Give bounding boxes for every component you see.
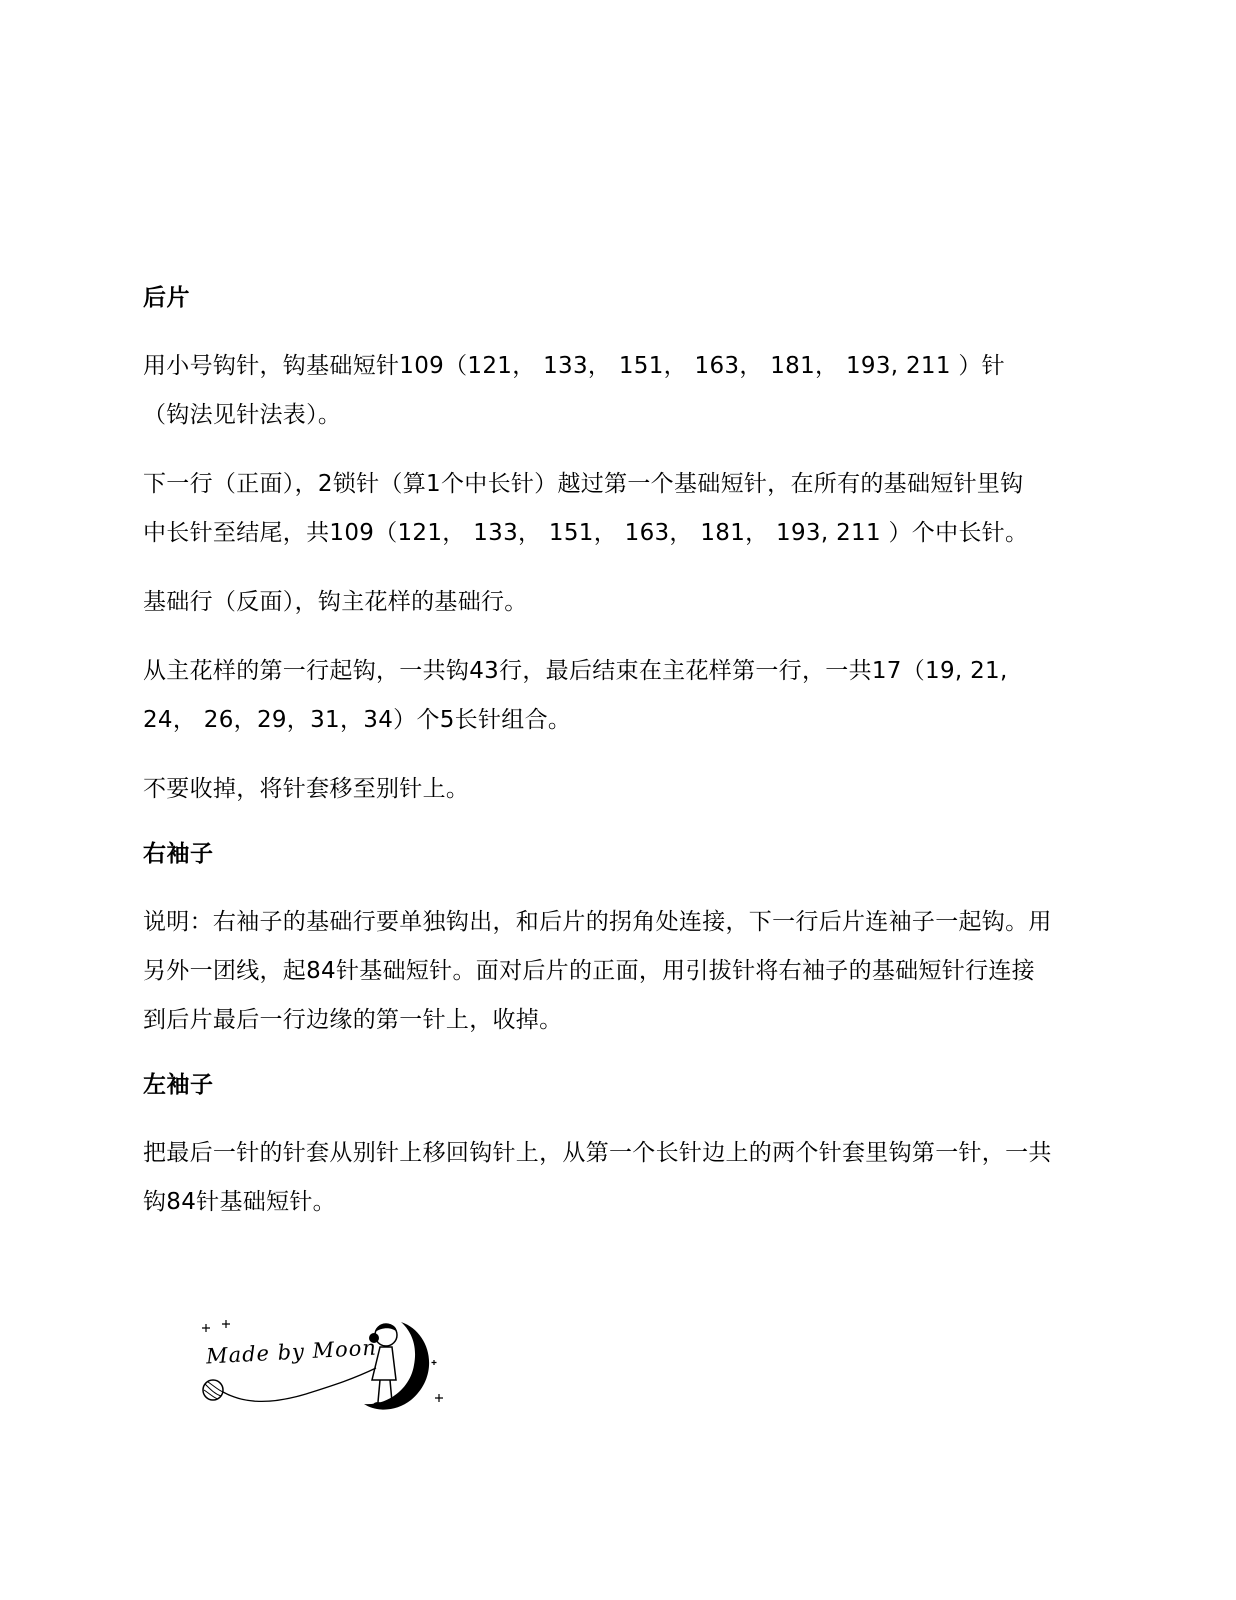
paragraph: [143, 647, 1083, 745]
text-line: （钩法见针法表）。: [143, 402, 342, 428]
text-line: 下一行（正面），2锁针（算1个中长针）越过第一个基础短针，在所有的基础短针里钩: [143, 471, 1024, 497]
text-line: 把最后一针的针套从别针上移回钩针上，从第一个长针边上的两个针套里钩第一针，一共: [143, 1140, 1052, 1166]
text-line: 中长针至结尾，共109（121， 133， 151， 163， 181， 193, 211 ）个中长针。: [143, 520, 1029, 546]
paragraph: [143, 578, 1083, 627]
text-line: 用小号钩针，钩基础短针109（121， 133， 151， 163， 181， 193, 211 ）针: [143, 353, 1005, 379]
paragraph: [143, 765, 1083, 814]
text-line: 基础行（反面），钩主花样的基础行。: [143, 589, 528, 615]
text-line: 钩84针基础短针。: [143, 1189, 336, 1215]
paragraph: [143, 898, 1083, 1045]
text-line: 不要收掉，将针套移至别针上。: [143, 776, 470, 802]
document-body: [143, 278, 1083, 1247]
text-line: 从主花样的第一行起钩，一共钩43行，最后结束在主花样第一行，一共17（19, 21,: [143, 658, 1008, 684]
section-back-panel: [143, 278, 1083, 814]
text-line: 另外一团线，起84针基础短针。面对后片的正面，用引拔针将右袖子的基础短针行连接: [143, 958, 1035, 984]
paragraph: [143, 460, 1083, 558]
logo-text: Made by Moon: [205, 1335, 378, 1369]
section-title: 后片: [143, 285, 190, 311]
section-left-sleeve: [143, 1065, 1083, 1227]
paragraph: [143, 1129, 1083, 1227]
text-line: 24， 26，29，31，34）个5长针组合。: [143, 707, 572, 733]
paragraph: [143, 342, 1083, 440]
section-right-sleeve: [143, 834, 1083, 1045]
section-title: 左袖子: [143, 1072, 214, 1098]
text-line: 到后片最后一行边缘的第一针上，收掉。: [143, 1007, 563, 1033]
moon-girl-knitting-logo: [196, 1310, 446, 1420]
text-line: 说明：右袖子的基础行要单独钩出，和后片的拐角处连接，下一行后片连袖子一起钩。用: [143, 909, 1052, 935]
section-title: 右袖子: [143, 841, 214, 867]
